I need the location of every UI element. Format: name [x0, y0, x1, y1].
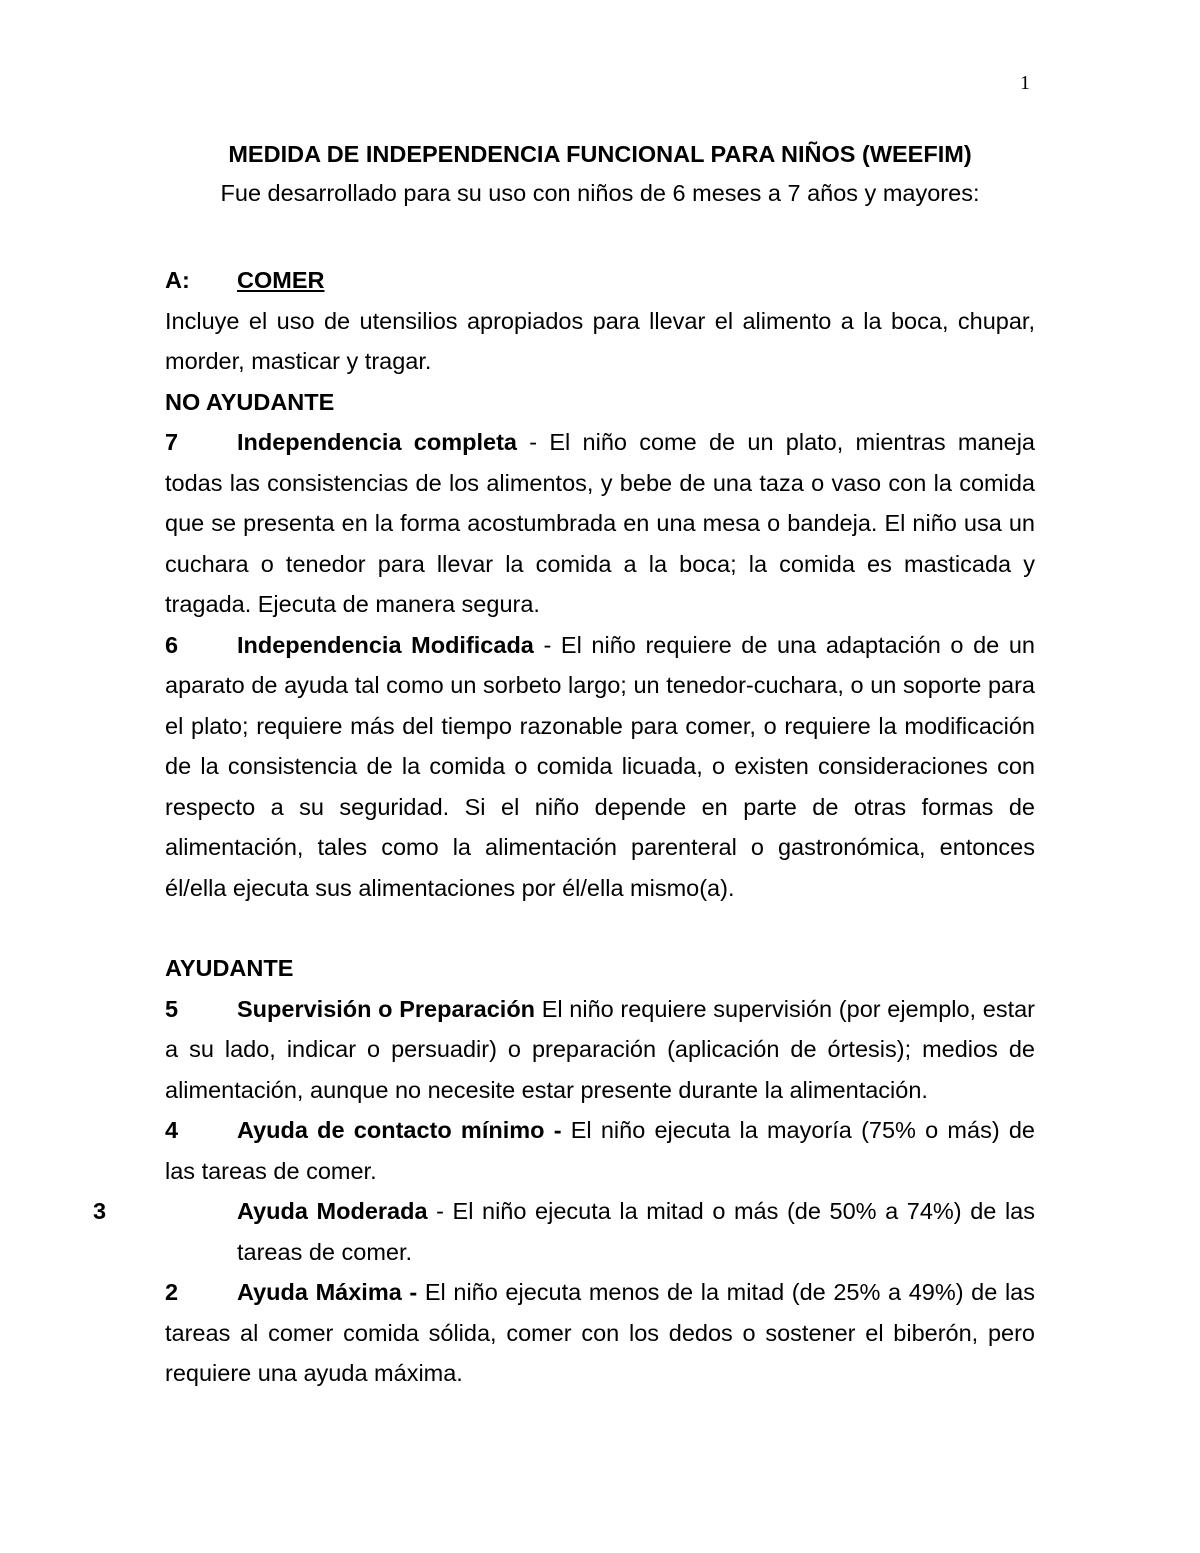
- document-body: [93, 256, 1036, 1394]
- level-name: Ayuda Máxima -: [237, 1279, 418, 1305]
- level-item-5: [165, 989, 1035, 1111]
- document-subtitle: Fue desarrollado para su uso con niños de 6 meses a 7 años y mayores:: [220, 180, 980, 206]
- level-number: 3: [93, 1198, 107, 1224]
- level-text: - El niño come de un plato, mientras maneja todas las consistencias de los alimentos, y bebe de una taza o vaso con la comida que se presenta en la forma acostumbrada en una mesa o bandeja. El niño usa un cuchara o tenedor para llevar la comida a la boca; la comida es masticada y tragada. Ejecuta de manera segura.: [165, 429, 1036, 617]
- spacer: [165, 908, 1035, 948]
- level-item-3: [93, 1191, 1035, 1272]
- page-number: 1: [1020, 72, 1030, 94]
- level-item-4: [165, 1110, 1035, 1191]
- level-text: El niño ejecuta menos de la mitad (de 25% a 49%) de las tareas al comer comida sólida, comer con los dedos o sostener el biberón, pero requiere una ayuda máxima.: [165, 1279, 1035, 1386]
- level-name: Ayuda Moderada: [237, 1198, 428, 1224]
- level-text: El niño requiere supervisión (por ejemplo, estar a su lado, indicar o persuadir) o preparación (aplicación de órtesis); medios de alimentación, aunque no necesite estar presente durante la alimentación.: [165, 995, 1035, 1103]
- level-number: 7: [165, 429, 179, 455]
- section-letter: A:: [165, 267, 190, 293]
- level-number: 6: [165, 631, 179, 658]
- level-item-7: [165, 422, 1035, 625]
- level-item-2: [165, 1272, 1035, 1394]
- level-name: Independencia Modificada: [237, 631, 534, 658]
- group-heading-no-ayudante: NO AYUDANTE: [165, 388, 335, 415]
- group-heading-ayudante: AYUDANTE: [165, 955, 294, 981]
- level-number: 2: [165, 1279, 179, 1305]
- section-name: COMER: [237, 267, 325, 293]
- level-name: Ayuda de contacto mínimo -: [237, 1117, 562, 1143]
- level-item-6: [165, 625, 1035, 909]
- level-name: Supervisión o Preparación: [237, 995, 536, 1022]
- level-name: Independencia completa: [237, 429, 517, 455]
- section-heading: [165, 260, 1035, 301]
- document-title: MEDIDA DE INDEPENDENCIA FUNCIONAL PARA NIÑOS (WEEFIM): [228, 141, 972, 167]
- section-description: Incluye el uso de utensilios apropiados para llevar el alimento a la boca, chupar, morder, masticar y tragar.: [165, 307, 1035, 374]
- level-text: - El niño ejecuta la mitad o más (de 50% a 74%) de las tareas de comer.: [237, 1198, 1035, 1265]
- level-text: - El niño requiere de una adaptación o de un aparato de ayuda tal como un sorbeto largo; un tenedor-cuchara, o un soporte para el plato; requiere más del tiempo razonable para comer, o requiere la modificación de la consistencia de la comida o comida licuada, o existen consideraciones con respecto a su seguridad. Si el niño depende en parte de otras formas de alimentación, tales como la alimentación parenteral o gastronómica, entonces él/ella ejecuta sus alimentaciones por él/ella mismo(a).: [165, 631, 1035, 901]
- level-text: El niño ejecuta la mayoría (75% o más) de las tareas de comer.: [165, 1117, 1035, 1184]
- level-number: 4: [165, 1117, 179, 1143]
- level-number: 5: [165, 995, 179, 1022]
